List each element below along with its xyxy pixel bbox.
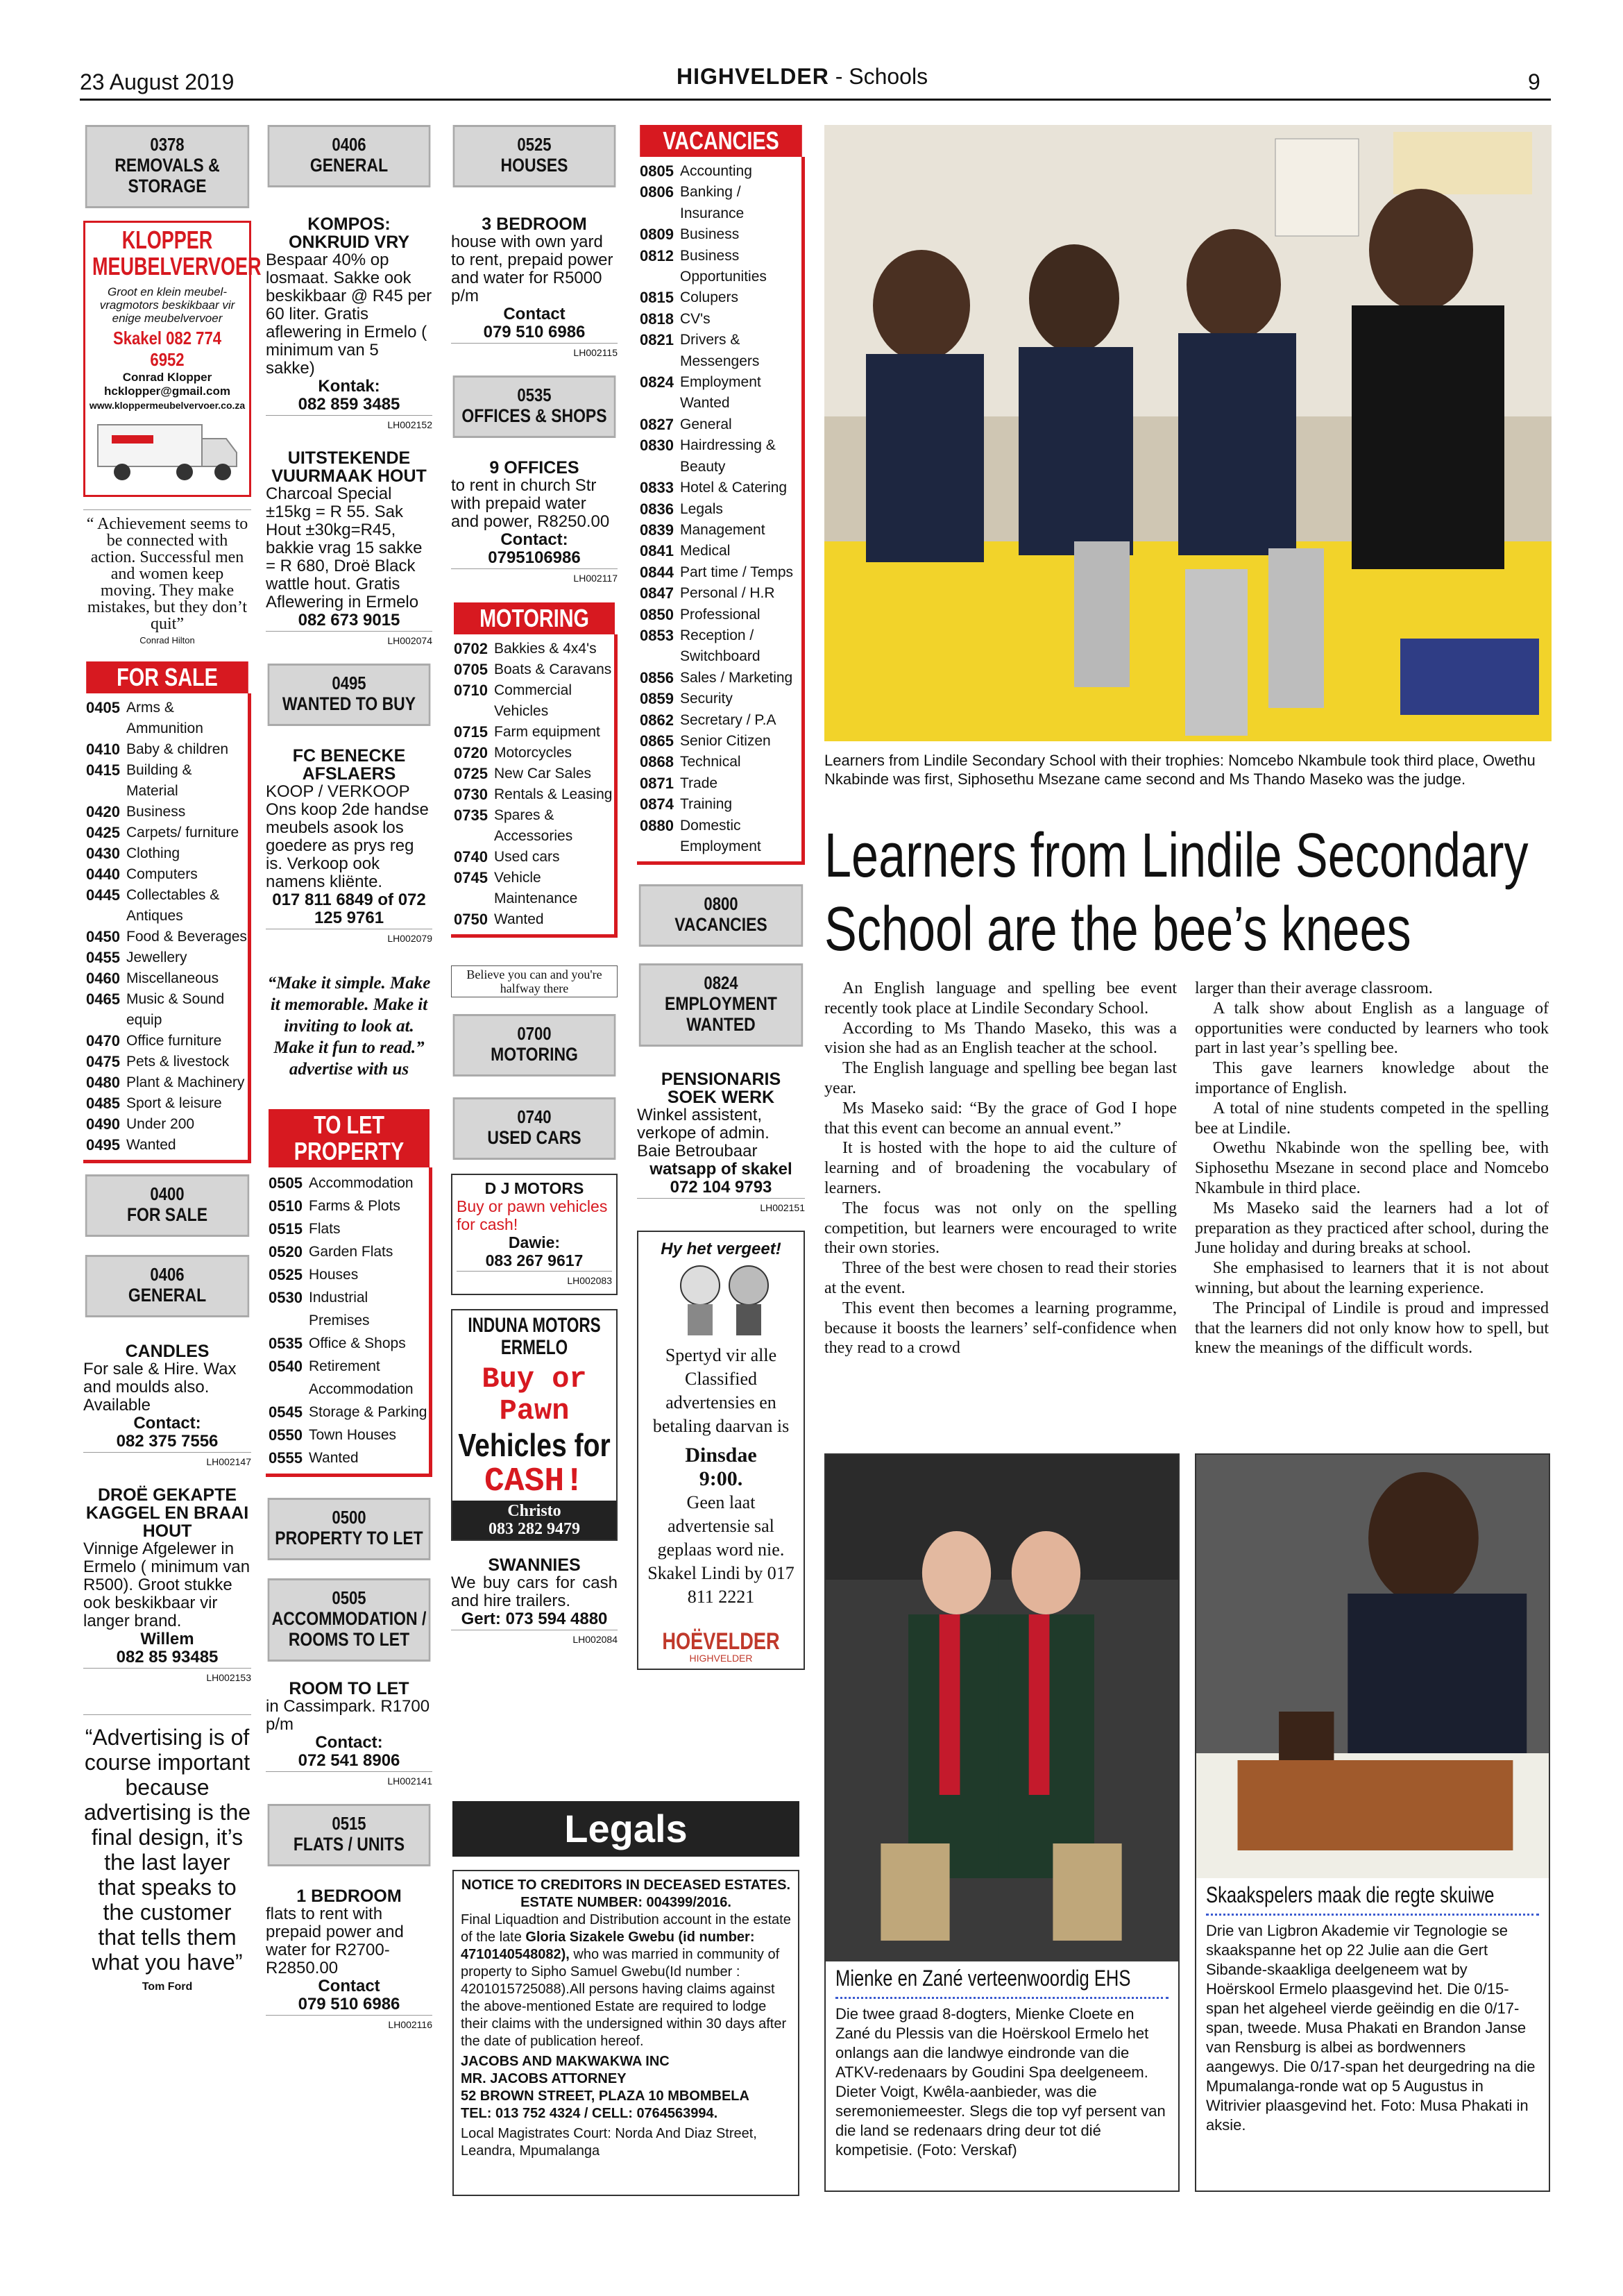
forsale-code: 0440 [86, 866, 120, 883]
feature-divider [835, 1997, 1169, 1999]
motoring-item [454, 659, 614, 680]
masthead [677, 64, 928, 90]
vacancies-item [640, 794, 801, 815]
vacancies-code: 0880 [640, 816, 674, 834]
vacancies-label: Technical [680, 754, 741, 770]
tolet-list [266, 1167, 432, 1477]
vacancies-item [640, 330, 801, 372]
vacancies-item [640, 499, 801, 520]
tolet-label: Flats [309, 1221, 341, 1237]
ad-pensionaris: PENSIONARIS SOEK WERK Winkel assistent, verkope of admin. Baie Betroubaar watsapp of skakel 072 104 9793 LH002151 [637, 1070, 805, 1217]
vacancies-item [640, 309, 801, 330]
motoring-item [454, 722, 614, 743]
vacancies-code: 0871 [640, 774, 674, 792]
motoring-label: Vehicle Maintenance [494, 870, 578, 906]
ad-9-offices: 9 OFFICES to rent in church Str with prepaid water and power, R8250.00 Contact: 0795106986 LH002117 [451, 459, 618, 587]
forsale-label: Miscellaneous [126, 970, 219, 986]
ad-benecke: FC BENECKE AFSLAERS KOOP / VERKOOP Ons koop 2de handse meubels asook los goedere as prys reg is. Verkoop ook namens kliënte. 017 811 6849 of 072 125 9761 LH002079 [266, 747, 432, 947]
motoring-code: 0740 [454, 848, 488, 866]
vacancies-item [640, 710, 801, 731]
vacancies-code: 0859 [640, 690, 674, 708]
forsale-code: 0470 [86, 1032, 120, 1049]
vacancies-label: Medical [680, 543, 731, 559]
vacancies-item [640, 478, 801, 498]
vacancies-code: 0821 [640, 331, 674, 349]
tolet-heading: TO LET PROPERTY [269, 1109, 430, 1167]
tolet-item [269, 1286, 429, 1332]
ad-candles: CANDLES For sale & Hire. Wax and moulds also. Available Contact: 082 375 7556 LH002147 [83, 1342, 251, 1471]
article-paragraph: An English language and spelling bee event recently took place at Lindile Secondary School. [824, 979, 1177, 1018]
forsale-item [86, 864, 248, 885]
vacancies-label: Legals [680, 500, 723, 517]
vacancies-code: 0805 [640, 162, 674, 180]
feature-chess-content [1196, 1878, 1549, 2139]
forsale-label: Pets & livestock [126, 1054, 230, 1070]
vacancies-item [640, 520, 801, 541]
vacancies-code: 0862 [640, 711, 674, 729]
vacancies-code: 0815 [640, 289, 674, 307]
article-paragraph: This gave learners knowledge about the importance of English. [1195, 1059, 1549, 1097]
tolet-item [269, 1355, 429, 1401]
vacancies-code: 0847 [640, 584, 674, 602]
vacancies-code: 0856 [640, 668, 674, 686]
tolet-label: Office & Shops [309, 1335, 406, 1351]
motoring-item [454, 847, 614, 868]
tolet-label: Garden Flats [309, 1244, 393, 1260]
motoring-heading: MOTORING [454, 602, 615, 634]
ad-1-bedroom: 1 BEDROOM flats to rent with prepaid power and water for R2700- R2850.00 Contact 079 510 6986 LH002116 [266, 1887, 432, 2034]
forsale-item [86, 760, 248, 802]
article-paragraph: She emphasised to learners that it is not about winning, but about the learning experience. [1195, 1259, 1549, 1297]
forsale-heading: FOR SALE [86, 661, 248, 693]
motoring-label: Commercial Vehicles [494, 682, 572, 719]
forsale-code: 0415 [86, 761, 120, 779]
vacancies-item [640, 625, 801, 668]
classifieds-column-2 [266, 125, 432, 2034]
forsale-code: 0460 [86, 970, 120, 987]
motoring-item [454, 784, 614, 805]
category-flats: 0515 FLATS / UNITS [268, 1804, 431, 1866]
vacancies-label: Drivers & Messengers [680, 332, 760, 369]
vacancies-item [640, 541, 801, 562]
motoring-code: 0715 [454, 723, 488, 741]
forsale-code: 0485 [86, 1095, 120, 1112]
article-paragraph: This event then becomes a learning programme, because it boosts the learners’ self-confidence when they read to a crowd [824, 1299, 1177, 1358]
motoring-item [454, 680, 614, 722]
trophy-photo [824, 125, 1552, 741]
vacancies-label: Secretary / P.A [680, 711, 776, 728]
motoring-item [454, 909, 614, 930]
vacancies-label: Colupers [680, 289, 739, 306]
vacancies-label: CV's [680, 310, 711, 327]
vacancies-item [640, 182, 801, 224]
klopper-ad: KLOPPER MEUBELVERVOER Groot en klein meubel-vragmotors beskikbaar vir enige meubelvervoer Skakel 082 774 6952 Conrad Klopper hcklopper@gmail.com www.kloppermeubelvervoer.co.za [83, 221, 251, 497]
forsale-code: 0405 [86, 699, 120, 716]
forsale-item [86, 927, 248, 947]
vacancies-item [640, 246, 801, 288]
forsale-item [86, 698, 248, 739]
article-paragraph: It is hosted with the hope to aid the culture of learning and of broadening the vocabulary of learners. [824, 1139, 1177, 1197]
feature-divider [1206, 1914, 1539, 1916]
chess-photo [1196, 1455, 1549, 1878]
vacancies-code: 0844 [640, 563, 674, 581]
forsale-code: 0495 [86, 1136, 120, 1154]
tolet-code: 0545 [269, 1403, 303, 1421]
ad-swannies: SWANNIES We buy cars for cash and hire trailers. Gert: 073 594 4880 LH002084 [451, 1556, 618, 1648]
forsale-label: Food & Beverages [126, 929, 247, 945]
ad-dj-motors: D J MOTORS Buy or pawn vehicles for cash! Dawie: 083 267 9617 LH002083 [451, 1174, 618, 1295]
feature-redenaars-title: Mienke en Zané verteenwoordig EHS [835, 1966, 1131, 1991]
motoring-code: 0745 [454, 869, 488, 886]
tolet-code: 0525 [269, 1266, 303, 1283]
tolet-label: Town Houses [309, 1427, 397, 1443]
vacancies-label: Accounting [680, 163, 752, 179]
tolet-code: 0505 [269, 1174, 303, 1192]
vacancies-label: Domestic Employment [680, 817, 761, 854]
motoring-label: Motorcycles [494, 745, 572, 761]
vacancies-item [640, 224, 801, 245]
tolet-item [269, 1172, 429, 1195]
vacancies-label: Senior Citizen [680, 732, 771, 749]
motoring-index [451, 602, 618, 938]
forsale-label: Carpets/ furniture [126, 825, 239, 841]
masthead-title: HIGHVELDER [677, 64, 829, 89]
article-paragraph: A total of nine students competed in the spelling bee at Lindile. [1195, 1099, 1549, 1138]
tolet-item [269, 1263, 429, 1286]
forsale-code: 0455 [86, 949, 120, 966]
motoring-code: 0710 [454, 682, 488, 699]
article-paragraph: A talk show about English as a language of opportunities were conducted by learners who took part in last year’s spelling bee. [1195, 999, 1549, 1058]
tolet-label: Houses [309, 1267, 359, 1283]
forsale-code: 0475 [86, 1053, 120, 1070]
ad-3-bedroom: 3 BEDROOM house with own yard to rent, prepaid power and water for R5000 p/m Contact 079 510 6986 LH002115 [451, 215, 618, 362]
feature-redenaars-text: Die twee graad 8-dogters, Mienke Cloete en Zané du Plessis van die Hoërskool Ermelo het onlangs aan die landwye eindronde van die ATKV-redenaars by Goudini Spa deelgeneem. Dieter Voigt, Kwêla-aanbieder, was die seremoniemeester. Slegs die top vyf persent van die land se redenaars dring deur tot dié kompetisie. (Foto: Verskaf) [835, 2005, 1166, 2159]
vacancies-item [640, 287, 801, 308]
forsale-label: Business [126, 804, 186, 820]
category-wanted-to-buy: 0495 WANTED TO BUY [268, 664, 431, 726]
tolet-item [269, 1217, 429, 1240]
motoring-code: 0750 [454, 911, 488, 928]
forsale-label: Baby & children [126, 741, 229, 757]
vacancies-code: 0806 [640, 183, 674, 201]
motoring-label: Bakkies & 4x4's [494, 641, 597, 657]
motoring-code: 0720 [454, 744, 488, 761]
forsale-code: 0445 [86, 886, 120, 904]
feature-chess [1195, 1453, 1550, 2192]
motoring-list [451, 634, 618, 938]
truck-image [91, 418, 244, 487]
vacancies-item [640, 689, 801, 709]
motoring-code: 0705 [454, 661, 488, 678]
ad-induna-motors: INDUNA MOTORS ERMELO Buy or Pawn Vehicles for CASH! Christo 083 282 9479 [451, 1309, 618, 1541]
vacancies-code: 0818 [640, 310, 674, 328]
vacancies-item [640, 816, 801, 858]
quote-conrad-hilton: “ Achievement seems to be connected with action. Successful men and women keep moving. They make mistakes, but they don’t quit” Conrad Hilton [83, 509, 251, 649]
forsale-item [86, 1072, 248, 1093]
motoring-label: Wanted [494, 911, 544, 927]
category-motoring: 0700 MOTORING [453, 1014, 616, 1077]
category-houses: 0525 HOUSES [453, 125, 616, 187]
article-body-left [824, 979, 1177, 1358]
believe-quote: Believe you can and you're halfway there [451, 965, 618, 997]
vacancies-label: Banking / Insurance [680, 184, 745, 221]
forsale-code: 0425 [86, 824, 120, 841]
ad-kompos: KOMPOS: ONKRUID VRY Bespaar 40% op losmaat. Sakke ook beskikbaar @ R45 per 60 liter. Gratis aflewering in Ermelo ( minimum van 5 sakke) Kontak: 082 859 3485 LH002152 [266, 215, 432, 434]
vacancies-code: 0812 [640, 246, 674, 264]
forsale-code: 0420 [86, 803, 120, 820]
forsale-label: Plant & Machinery [126, 1074, 245, 1090]
vacancies-code: 0824 [640, 373, 674, 391]
ad-kaggel: DROË GEKAPTE KAGGEL EN BRAAI HOUT Vinnige Afgelewer in Ermelo ( minimum van R500). Groot stukke ook beskikbaar vir langer brand. Willem 082 85 93485 LH002153 [83, 1486, 251, 1687]
article-paragraph: Ms Maseko said: “By the grace of God I hope that this event can become an annual event.” [824, 1099, 1177, 1138]
forsale-item [86, 968, 248, 989]
tolet-item [269, 1195, 429, 1217]
tolet-label: Retirement Accommodation [309, 1358, 414, 1397]
header-rule [80, 99, 1551, 101]
forsale-item [86, 1135, 248, 1156]
forsale-item [86, 947, 248, 968]
legals-heading: Legals [452, 1801, 799, 1857]
tolet-code: 0515 [269, 1220, 303, 1238]
article-paragraph: larger than their average classroom. [1195, 979, 1433, 997]
article-body-right [1195, 979, 1549, 1358]
forsale-label: Collectables & Antiques [126, 887, 220, 924]
forsale-code: 0450 [86, 928, 120, 945]
article-paragraph: The Principal of Lindile is proud and impressed that the learners did not only know how to spell, but knew the meanings of the difficult words. [1195, 1299, 1549, 1358]
ad-vuurmaak-hout: UITSTEKENDE VUURMAAK HOUT Charcoal Special ±15kg = R 55. Sak Hout ±30kg=R45, bakkie vrag 15 sakke = R 680, Droë Black wattle hout. Gratis Aflewering in Ermelo 082 673 9015 LH002074 [266, 449, 432, 650]
vacancies-label: Training [680, 796, 733, 813]
vacancies-label: Employment Wanted [680, 374, 761, 412]
category-offices: 0535 OFFICES & SHOPS [453, 375, 616, 438]
category-used-cars: 0740 USED CARS [453, 1097, 616, 1160]
vacancies-item [640, 668, 801, 689]
induna-contact: Christo 083 282 9479 [452, 1501, 616, 1539]
vacancies-item [640, 562, 801, 583]
motoring-item [454, 763, 614, 784]
article-paragraph: Three of the best were chosen to read their stories at the event. [824, 1259, 1177, 1297]
vacancies-list [637, 157, 805, 865]
feature-chess-title: Skaakspelers maak die regte skuiwe [1206, 1882, 1495, 1907]
tolet-code: 0530 [269, 1289, 303, 1306]
article-headline: Learners from Lindile Secondary School are the bee’s knees [824, 821, 1529, 964]
vacancies-item [640, 161, 801, 182]
forsale-item [86, 802, 248, 822]
redenaars-photo [826, 1455, 1178, 1961]
motoring-code: 0725 [454, 765, 488, 782]
tolet-code: 0540 [269, 1358, 303, 1375]
category-general-2: 0406 GENERAL [268, 125, 431, 187]
vacancies-item [640, 773, 801, 794]
vacancies-code: 0830 [640, 437, 674, 455]
vacancies-code: 0868 [640, 753, 674, 771]
forsale-list [83, 693, 251, 1163]
deadline-notice: Hy het vergeet! Spertyd vir alle Classified advertensies en betaling daarvan is Dinsdae 9:00. Geen laat advertensie sal geplaas word nie. Skakel Lindi by 017 811 2221 HOËVELDER HIGHVELDER [637, 1231, 805, 1670]
motoring-label: Used cars [494, 849, 560, 865]
tolet-label: Wanted [309, 1450, 359, 1466]
motoring-item [454, 868, 614, 909]
vacancies-label: Management [680, 521, 765, 538]
forsale-item [86, 843, 248, 864]
article-paragraph: The English language and spelling bee began last year. [824, 1059, 1177, 1097]
category-property-to-let: 0500 PROPERTY TO LET [268, 1498, 431, 1560]
forsale-label: Computers [126, 866, 198, 882]
motoring-code: 0702 [454, 640, 488, 657]
motoring-item [454, 743, 614, 763]
motoring-label: Boats & Caravans [494, 661, 612, 677]
category-employment-wanted: 0824 EMPLOYMENT WANTED [639, 963, 803, 1047]
vacancies-code: 0833 [640, 479, 674, 497]
forsale-item [86, 739, 248, 760]
forsale-item [86, 885, 248, 927]
motoring-label: Spares & Accessories [494, 807, 573, 844]
category-vacancies: 0800 VACANCIES [639, 884, 803, 947]
motoring-item [454, 639, 614, 659]
tolet-code: 0535 [269, 1335, 303, 1352]
vacancies-code: 0865 [640, 732, 674, 750]
vacancies-label: Sales / Marketing [680, 669, 793, 686]
tolet-item [269, 1332, 429, 1355]
vacancies-item [640, 414, 801, 435]
vacancies-heading: VACANCIES [640, 125, 802, 157]
vacancies-code: 0853 [640, 626, 674, 644]
vacancies-label: Hairdressing & Beauty [680, 437, 776, 475]
forsale-label: Office furniture [126, 1033, 222, 1049]
forsale-code: 0490 [86, 1115, 120, 1133]
tolet-item [269, 1240, 429, 1263]
forsale-label: Sport & leisure [126, 1095, 222, 1111]
classifieds-column-4 [637, 125, 805, 1670]
motoring-label: Farm equipment [494, 724, 600, 740]
forsale-code: 0480 [86, 1074, 120, 1091]
category-forsale: 0400 FOR SALE [85, 1174, 249, 1237]
tolet-code: 0555 [269, 1449, 303, 1467]
motoring-label: New Car Sales [494, 766, 592, 782]
vacancies-label: Security [680, 691, 733, 707]
classifieds-column-3 [451, 125, 618, 1648]
tolet-label: Storage & Parking [309, 1404, 427, 1420]
vacancies-label: Part time / Temps [680, 564, 793, 580]
forsale-label: Jewellery [126, 949, 187, 965]
vacancies-item [640, 731, 801, 752]
advertise-quote: “Make it simple. Make it memorable. Make it inviting to look at. Make it fun to read.” advertise with us [267, 974, 431, 1079]
tolet-item [269, 1446, 429, 1469]
category-rooms-to-let: 0505 ACCOMMODATION / ROOMS TO LET [268, 1578, 431, 1662]
vacancies-index [637, 125, 805, 865]
tolet-label: Farms & Plots [309, 1198, 400, 1214]
motoring-code: 0735 [454, 807, 488, 824]
tolet-index [266, 1109, 432, 1477]
vacancies-label: Business Opportunities [680, 247, 767, 285]
tolet-code: 0510 [269, 1197, 303, 1215]
tolet-label: Accommodation [309, 1175, 414, 1191]
vacancies-code: 0850 [640, 605, 674, 623]
issue-date: 23 August 2019 [80, 69, 235, 94]
forsale-item [86, 989, 248, 1031]
legal-notice: NOTICE TO CREDITORS IN DECEASED ESTATES. ESTATE NUMBER: 004399/2016. Final Liquadtion and Distribution account in the estate of the late Gloria Sizakele Gwebu (id number: 4710140548082), who was married in community of property to Sipho Samuel Gwebu(Id number : 4201015725088).All persons having claims against the above-mentioned Estate are required to lodge their claims with the undersigned within 30 days after the date of publication hereof. JACOBS AND MAKWAKWA INC MR. JACOBS ATTORNEY 52 BROWN STREET, PLAZA 10 MBOMBELA TEL: 013 752 4324 / CELL: 0764563994. Local Magistrates Court: Norda And Diaz Street, Leandra, Mpumalanga [452, 1870, 799, 2196]
forsale-item [86, 1031, 248, 1052]
article-paragraph: According to Ms Thando Maseko, this was a vision she had as an English teacher at the school. [824, 1019, 1177, 1058]
motoring-label: Rentals & Leasing [494, 786, 613, 802]
vacancies-code: 0839 [640, 521, 674, 539]
quote-tom-ford: “Advertising is of course important because advertising is the final design, it’s the last layer that speaks to the customer that tells them what you have” Tom Ford [83, 1714, 251, 2000]
tolet-item [269, 1424, 429, 1446]
cartoon-image [652, 1261, 790, 1337]
article-paragraph: Ms Maseko said the learners had a lot of preparation as they practiced after school, during the June holiday and during breaks at school. [1195, 1199, 1549, 1258]
forsale-item [86, 1052, 248, 1072]
photo-caption: Learners from Lindile Secondary School with their trophies: Nomcebo Nkambule took third place, Owethu Nkabinde was first, Siphosethu Msezane came second and Ms Thando Maseko was the judge. [824, 752, 1536, 788]
forsale-index [83, 661, 251, 1163]
article-paragraph: The focus was not only on the spelling competition, but learners were encouraged to write their own stories. [824, 1199, 1177, 1258]
article-paragraph: Owethu Nkabinde won the spelling bee, with Siphosethu Msezane in second place and Nomcebo Nkambule in third place. [1195, 1139, 1549, 1197]
vacancies-item [640, 583, 801, 604]
legal-notice-text: Final Liquadtion and Distribution account in the estate of the late Gloria Sizakele Gwebu (id number: 4710140548082), who was married in community of property to Sipho Samuel Gwebu(Id number : 4201015725088).All persons having claims against the above-mentioned Estate are required to lodge their claims with the undersigned within 30 days after the date of publication hereof. [461, 1912, 791, 2049]
section-name: - Schools [829, 64, 928, 89]
ad-room-to-let: ROOM TO LET in Cassimpark. R1700 p/m Contact: 072 541 8906 LH002141 [266, 1680, 432, 1790]
forsale-label: Clothing [126, 845, 180, 861]
forsale-code: 0410 [86, 741, 120, 758]
forsale-label: Music & Sound equip [126, 991, 225, 1028]
vacancies-item [640, 435, 801, 478]
vacancies-item [640, 372, 801, 414]
category-removals: 0378 REMOVALS & STORAGE [85, 125, 249, 208]
feature-redenaars-content [826, 1961, 1178, 2164]
vacancies-item [640, 605, 801, 625]
forsale-label: Arms & Ammunition [126, 700, 203, 736]
vacancies-label: Personal / H.R [680, 585, 775, 602]
vacancies-label: Reception / Switchboard [680, 627, 760, 665]
vacancies-code: 0874 [640, 795, 674, 813]
vacancies-code: 0827 [640, 415, 674, 433]
vacancies-label: Hotel & Catering [680, 480, 788, 496]
forsale-label: Building & Material [126, 762, 192, 799]
motoring-code: 0730 [454, 786, 488, 803]
vacancies-label: General [680, 416, 732, 432]
vacancies-code: 0809 [640, 226, 674, 244]
forsale-code: 0465 [86, 990, 120, 1008]
hoevelder-logo: HOËVELDER [662, 1628, 780, 1655]
forsale-item [86, 1093, 248, 1114]
feature-redenaars [824, 1453, 1180, 2192]
tolet-label: Industrial Premises [309, 1290, 370, 1328]
feature-chess-text: Drie van Ligbron Akademie vir Tegnologie se skaakspanne het op 22 Julie aan die Gert Sibande-skaakliga deelgeneem wat by Hoërskool Ermelo plaasgevind het. Die 0/15-span het algeheel vierde geëindig en die 0/17-span, tweede. Musa Phakati en Brandon Janse van Rensburg is albei as bordwenners aangewys. Die 0/17-span het deurgedring na die Mpumalanga-ronde wat op 5 Augustus in Witrivier plaasgevind het. Foto: Musa Phakati in aksie. [1206, 1922, 1536, 2134]
tolet-code: 0550 [269, 1426, 303, 1444]
vacancies-code: 0841 [640, 542, 674, 560]
category-general: 0406 GENERAL [85, 1255, 249, 1317]
vacancies-label: Business [680, 226, 740, 243]
classifieds-column-1 [83, 125, 262, 2000]
vacancies-item [640, 752, 801, 773]
motoring-item [454, 805, 614, 847]
forsale-item [86, 822, 248, 843]
tolet-code: 0520 [269, 1243, 303, 1260]
tolet-item [269, 1401, 429, 1424]
page-number: 9 [1528, 69, 1540, 94]
vacancies-code: 0836 [640, 500, 674, 518]
vacancies-label: Professional [680, 606, 760, 623]
vacancies-label: Trade [680, 775, 718, 791]
forsale-code: 0430 [86, 845, 120, 862]
forsale-item [86, 1114, 248, 1135]
forsale-label: Under 200 [126, 1116, 195, 1132]
forsale-label: Wanted [126, 1137, 176, 1153]
